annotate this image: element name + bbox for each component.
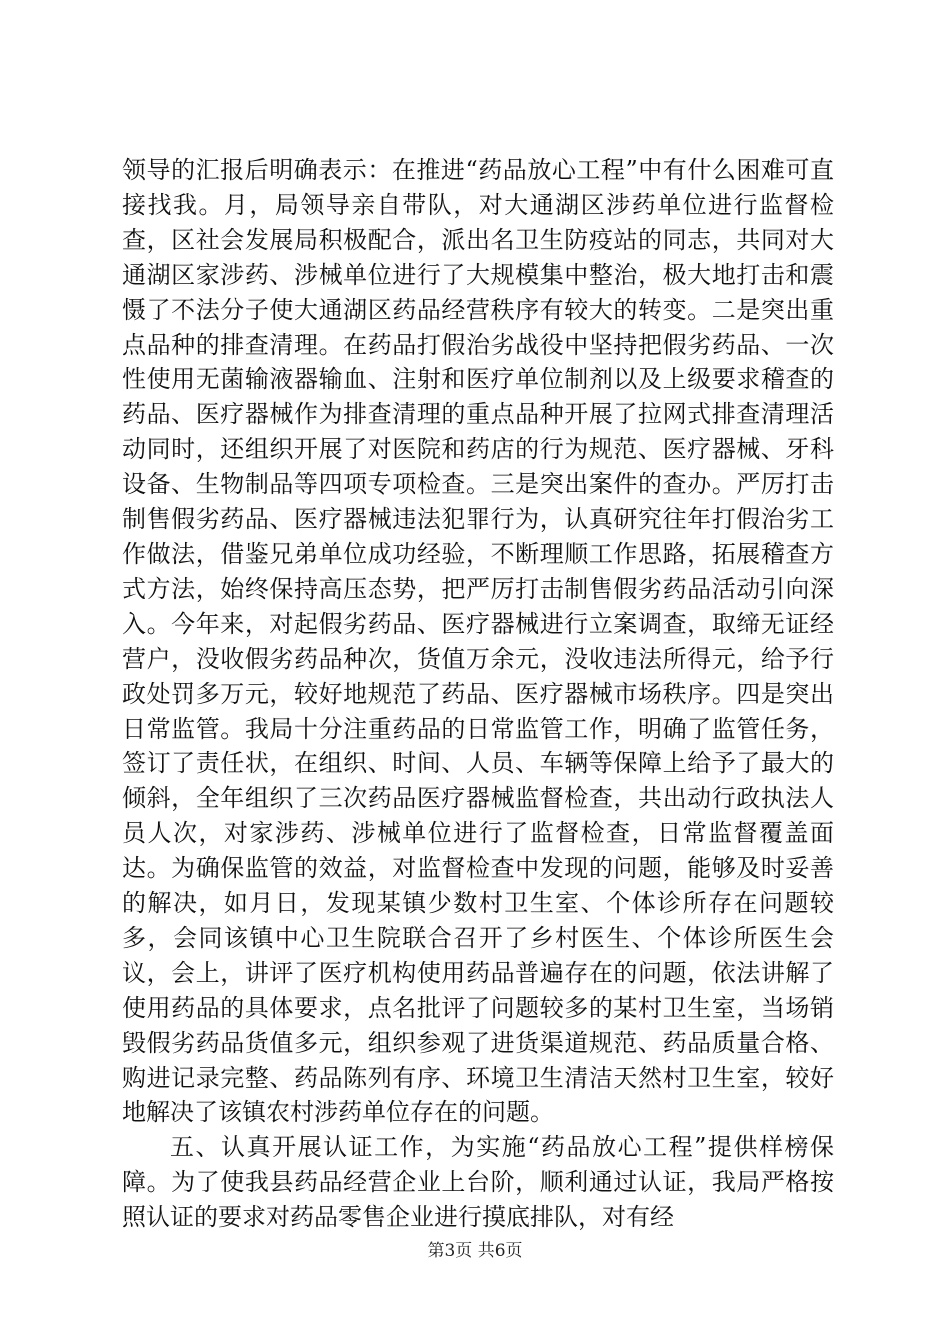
body-paragraph: 领导的汇报后明确表示：在推进“药品放心工程”中有什么困难可直接找我。月，局领导亲自带队，对大通湖区涉药单位进行监督检查，区社会发展局积极配合，派出名卫生防疫站的同志，共同对大通湖区家涉药、涉械单位进行了大规模集中整治，极大地打击和震慑了不法分子使大通湖区药品经营秩序有较大的转变。二是突出重点品种的排查清理。在药品打假治劣战役中坚持把假劣药品、一次性使用无菌输液器输血、注射和医疗单位制剂以及上级要求稽查的药品、医疗器械作为排查清理的重点品种开展了拉网式排查清理活动同时，还组织开展了对医院和药店的行为规范、医疗器械、牙科设备、生物制品等四项专项检查。三是突出案件的查办。严厉打击制售假劣药品、医疗器械违法犯罪行为，认真研究往年打假治劣工作做法，借鉴兄弟单位成功经验，不断理顺工作思路，拓展稽查方式方法，始终保持高压态势，把严厉打击制售假劣药品活动引向深入。今年来，对起假劣药品、医疗器械进行立案调查，取缔无证经营户，没收假劣药品种次，货值万余元，没收违法所得元，给予行政处罚多万元，较好地规范了药品、医疗器械市场秩序。四是突出日常监管。我局十分注重药品的日常监管工作，明确了监管任务，签订了责任状，在组织、时间、人员、车辆等保障上给予了最大的倾斜，全年组织了三次药品医疗器械监督检查，共出动行政执法人员人次，对家涉药、涉械单位进行了监督检查，日常监督覆盖面达。为确保监管的效益，对监督检查中发现的问题，能够及时妥善的解决，如月日，发现某镇少数村卫生室、个体诊所存在问题较多，会同该镇中心卫生院联合召开了乡村医生、个体诊所医生会议，会上，讲评了医疗机构使用药品普遍存在的问题，依法讲解了使用药品的具体要求，点名批评了问题较多的某村卫生室，当场销毁假劣药品货值多元，组织参观了进货渠道规范、药品质量合格、购进记录完整、药品陈列有序、环境卫生清洁天然村卫生室，较好地解决了该镇农村涉药单位存在的问题。 xyxy=(122,156,834,1127)
page-footer: 第3页 共6页 xyxy=(427,1241,523,1261)
document-body xyxy=(122,153,834,1235)
body-paragraph: 五、认真开展认证工作，为实施“药品放心工程”提供样榜保障。为了使我县药品经营企业上台阶，顺利通过认证，我局严格按照认证的要求对药品零售企业进行摸底排队，对有经 xyxy=(122,1133,834,1232)
